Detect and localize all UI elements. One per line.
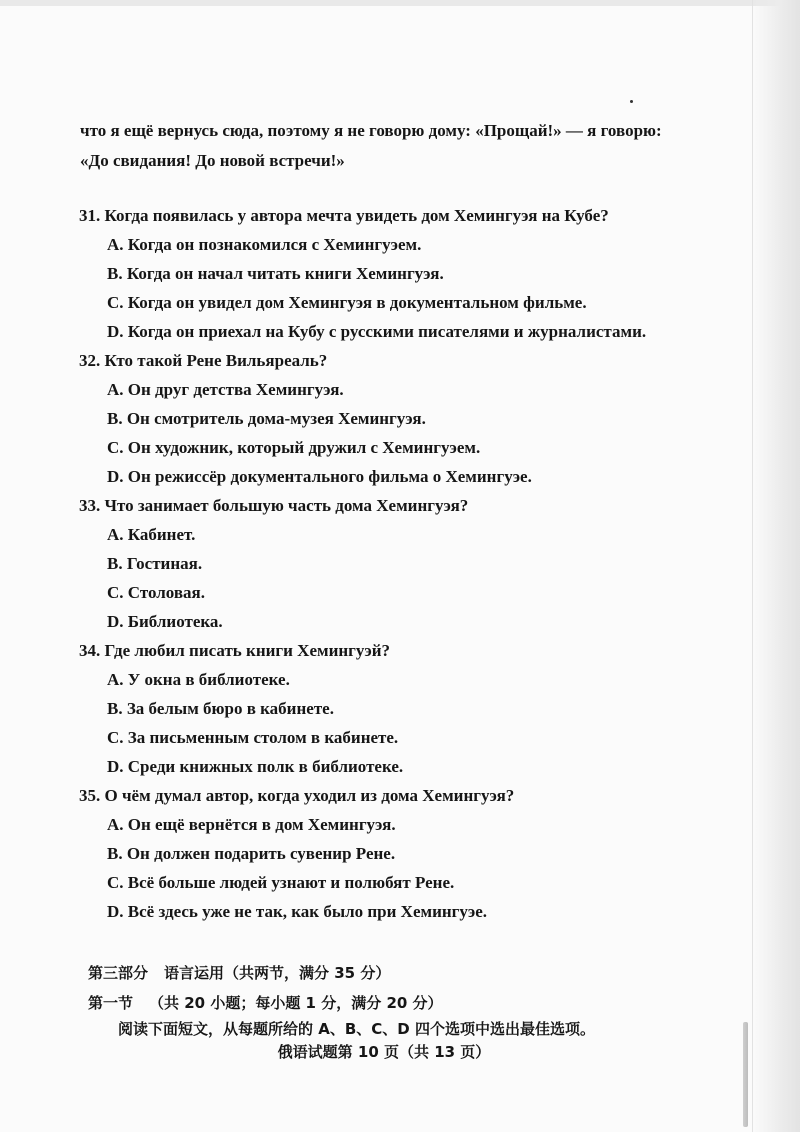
page-footer: 俄语试题第 10 页（共 13 页） xyxy=(277,1043,491,1061)
part-title: 语言运用（共两节，满分 35 分） xyxy=(164,964,391,982)
option-b: B. За белым бюро в кабинете. xyxy=(107,699,334,718)
option-b: B. Он должен подарить сувенир Рене. xyxy=(107,844,396,863)
passage-line: что я ещё вернусь сюда, поэтому я не говорю дому: «Прощай!» — я говорю: xyxy=(80,121,662,140)
option-a: A. У окна в библиотеке. xyxy=(107,670,290,689)
question-stem: 32. Кто такой Рене Вильяреаль? xyxy=(79,351,328,370)
option-c: C. Всё больше людей узнают и полюбят Рене. xyxy=(107,873,455,892)
option-b: B. Гостиная. xyxy=(107,554,203,573)
question-stem: 34. Где любил писать книги Хемингуэй? xyxy=(79,641,391,660)
option-c: C. Он художник, который дружил с Хемингуэем. xyxy=(107,438,481,457)
section-instruction: 阅读下面短文，从每题所给的 A、B、C、D 四个选项中选出最佳选项。 xyxy=(118,1020,595,1038)
option-d: D. Всё здесь уже не так, как было при Хемингуэе. xyxy=(107,902,488,921)
question-34 xyxy=(79,636,719,781)
question-31 xyxy=(79,201,719,346)
option-b: B. Когда он начал читать книги Хемингуэя. xyxy=(107,264,444,283)
option-a: A. Кабинет. xyxy=(107,525,196,544)
scan-top-strip xyxy=(0,0,800,6)
passage-ending xyxy=(80,116,700,176)
passage-line: «До свидания! До новой встречи!» xyxy=(80,151,345,170)
scan-right-margin xyxy=(752,0,800,1132)
subsection-title: （共 20 小题；每小题 1 分，满分 20 分） xyxy=(149,994,443,1012)
question-list xyxy=(79,201,719,926)
option-c: C. Столовая. xyxy=(107,583,205,602)
section-header xyxy=(88,958,728,1018)
question-32 xyxy=(79,346,719,491)
scroll-indicator[interactable] xyxy=(743,1022,748,1127)
option-a: A. Когда он познакомился с Хемингуэем. xyxy=(107,235,422,254)
part-heading xyxy=(88,958,728,988)
option-d: D. Он режиссёр документального фильма о Хемингуэе. xyxy=(107,467,532,486)
option-d: D. Когда он приехал на Кубу с русскими писателями и журналистами. xyxy=(107,322,647,341)
question-stem: 31. Когда появилась у автора мечта увидеть дом Хемингуэя на Кубе? xyxy=(79,206,609,225)
option-c: C. Когда он увидел дом Хемингуэя в документальном фильме. xyxy=(107,293,587,312)
question-stem: 35. О чём думал автор, когда уходил из дома Хемингуэя? xyxy=(79,786,515,805)
subsection-label: 第一节 xyxy=(88,994,134,1012)
option-d: D. Среди книжных полк в библиотеке. xyxy=(107,757,404,776)
question-35 xyxy=(79,781,719,926)
option-b: B. Он смотритель дома-музея Хемингуэя. xyxy=(107,409,426,428)
option-a: A. Он друг детства Хемингуэя. xyxy=(107,380,344,399)
part-label: 第三部分 xyxy=(88,964,149,982)
option-c: C. За письменным столом в кабинете. xyxy=(107,728,399,747)
scan-speck xyxy=(630,100,633,103)
question-33 xyxy=(79,491,719,636)
question-stem: 33. Что занимает большую часть дома Хемингуэя? xyxy=(79,496,469,515)
option-a: A. Он ещё вернётся в дом Хемингуэя. xyxy=(107,815,396,834)
subsection-heading xyxy=(88,988,728,1018)
option-d: D. Библиотека. xyxy=(107,612,223,631)
